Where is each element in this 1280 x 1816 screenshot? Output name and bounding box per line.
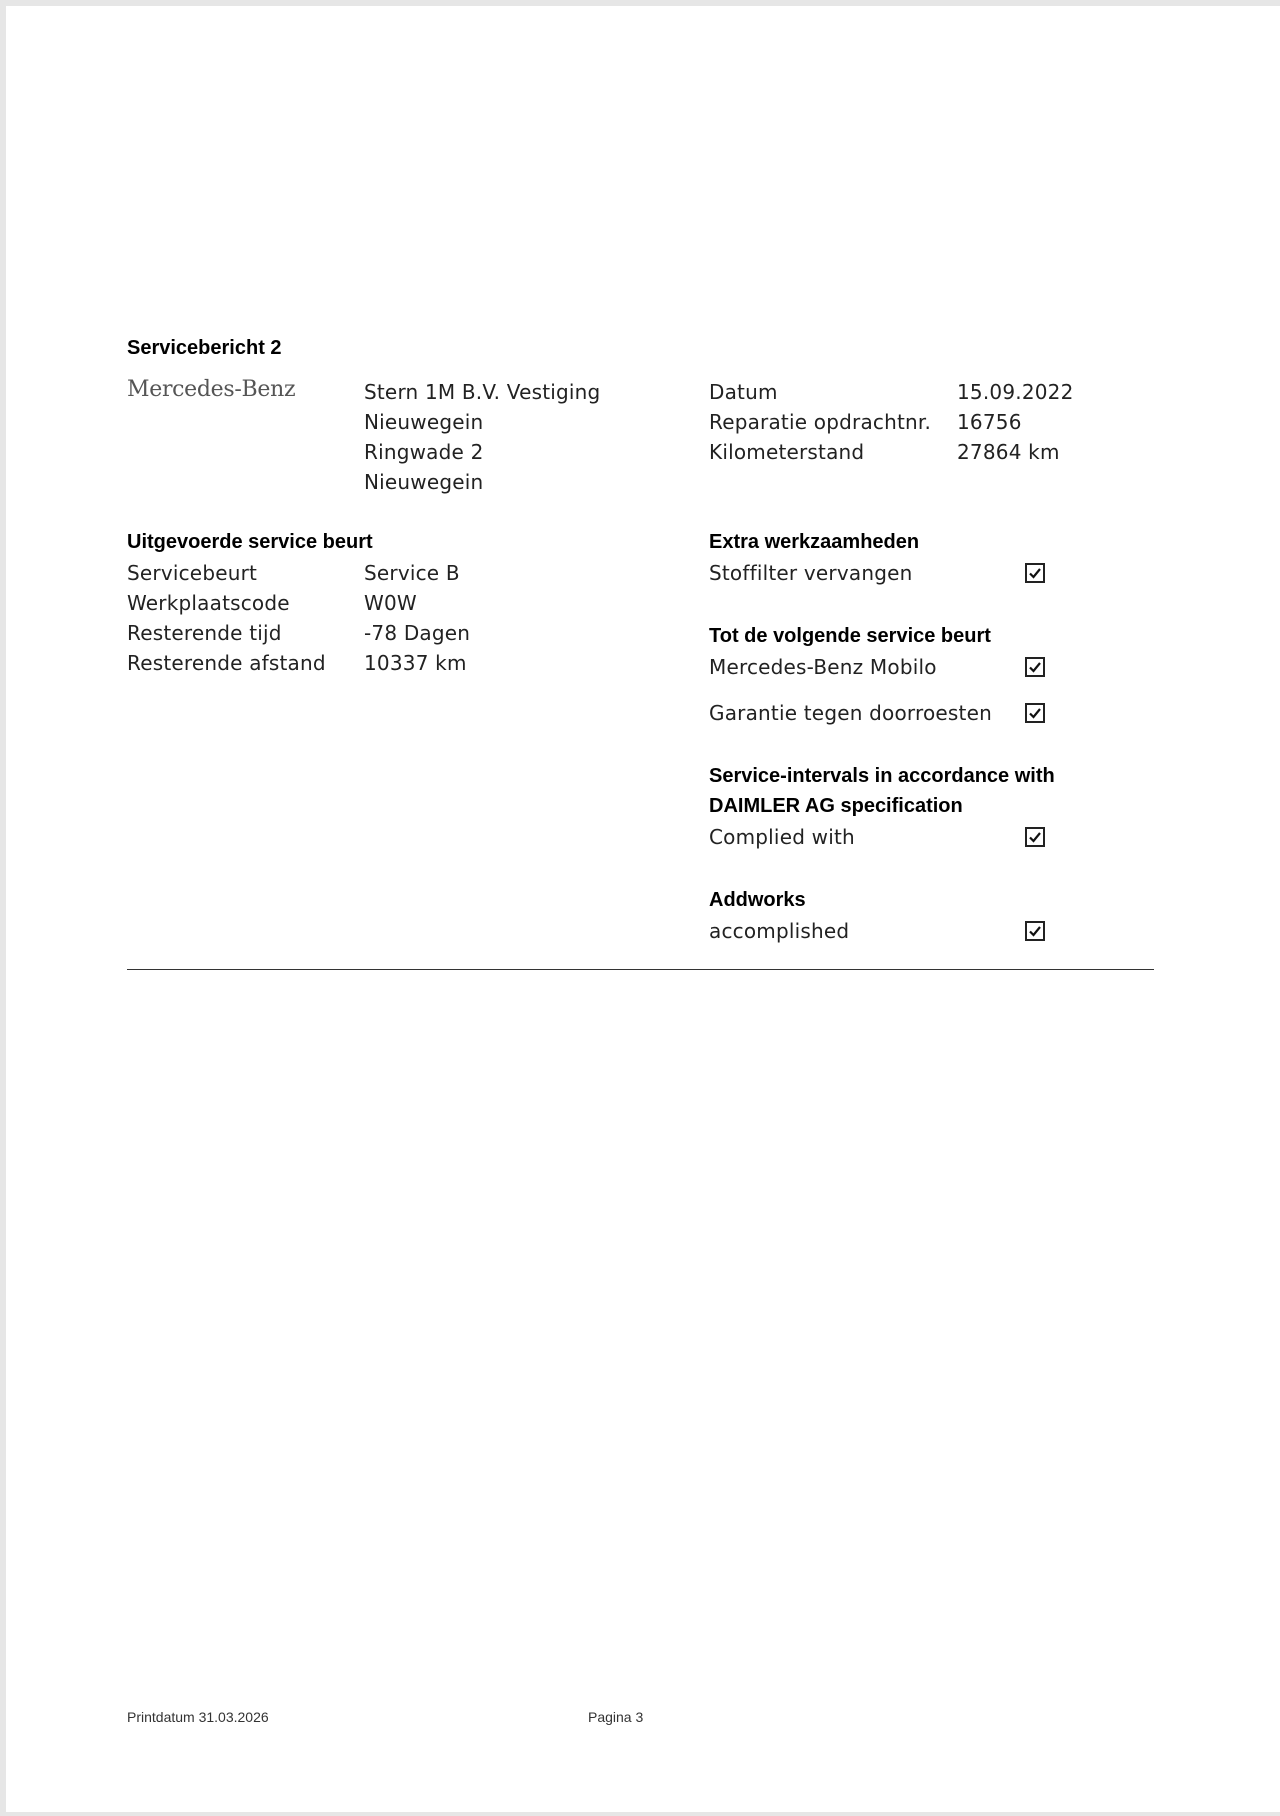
service-row-value: 10337 km	[364, 651, 467, 675]
checked-checkbox-icon	[1025, 921, 1045, 941]
info-value-order: 16756	[957, 410, 1022, 434]
checked-checkbox-icon	[1025, 563, 1045, 583]
info-label-mileage: Kilometerstand	[709, 440, 865, 464]
intervals-heading-line1: Service-intervals in accordance with	[709, 765, 1055, 787]
intervals-item-label: Complied with	[709, 825, 855, 849]
service-row-value: Service B	[364, 561, 460, 585]
addworks-heading: Addworks	[709, 889, 806, 911]
info-label-order: Reparatie opdrachtnr.	[709, 410, 932, 434]
page-title: Servicebericht 2	[127, 337, 282, 359]
service-row-value: W0W	[364, 591, 417, 615]
checked-checkbox-icon	[1025, 827, 1045, 847]
brand-logo-text: Mercedes-Benz	[127, 377, 296, 402]
extra-work-item-label: Stoffilter vervangen	[709, 561, 913, 585]
info-value-date: 15.09.2022	[957, 380, 1074, 404]
checked-checkbox-icon	[1025, 657, 1045, 677]
checked-checkbox-icon	[1025, 703, 1045, 723]
footer-print-date: Printdatum 31.03.2026	[127, 1709, 269, 1725]
next-service-heading: Tot de volgende service beurt	[709, 625, 991, 647]
info-label-date: Datum	[709, 380, 778, 404]
service-row-label: Resterende afstand	[127, 651, 326, 675]
addworks-item-label: accomplished	[709, 919, 850, 943]
dealer-city: Nieuwegein	[364, 410, 484, 434]
service-row-label: Servicebeurt	[127, 561, 258, 585]
dealer-name: Stern 1M B.V. Vestiging	[364, 380, 601, 404]
next-service-item-label: Garantie tegen doorroesten	[709, 701, 992, 725]
service-row-label: Resterende tijd	[127, 621, 282, 645]
extra-work-heading: Extra werkzaamheden	[709, 531, 920, 553]
service-section-heading: Uitgevoerde service beurt	[127, 531, 373, 553]
next-service-item-label: Mercedes-Benz Mobilo	[709, 655, 937, 679]
dealer-street: Ringwade 2	[364, 440, 484, 464]
dealer-town: Nieuwegein	[364, 470, 484, 494]
info-value-mileage: 27864 km	[957, 440, 1060, 464]
service-row-label: Werkplaatscode	[127, 591, 290, 615]
service-row-value: -78 Dagen	[364, 621, 471, 645]
section-divider	[127, 969, 1154, 970]
document-page	[6, 6, 1280, 1812]
footer-page-number: Pagina 3	[588, 1709, 644, 1725]
intervals-heading-line2: DAIMLER AG specification	[709, 795, 963, 817]
